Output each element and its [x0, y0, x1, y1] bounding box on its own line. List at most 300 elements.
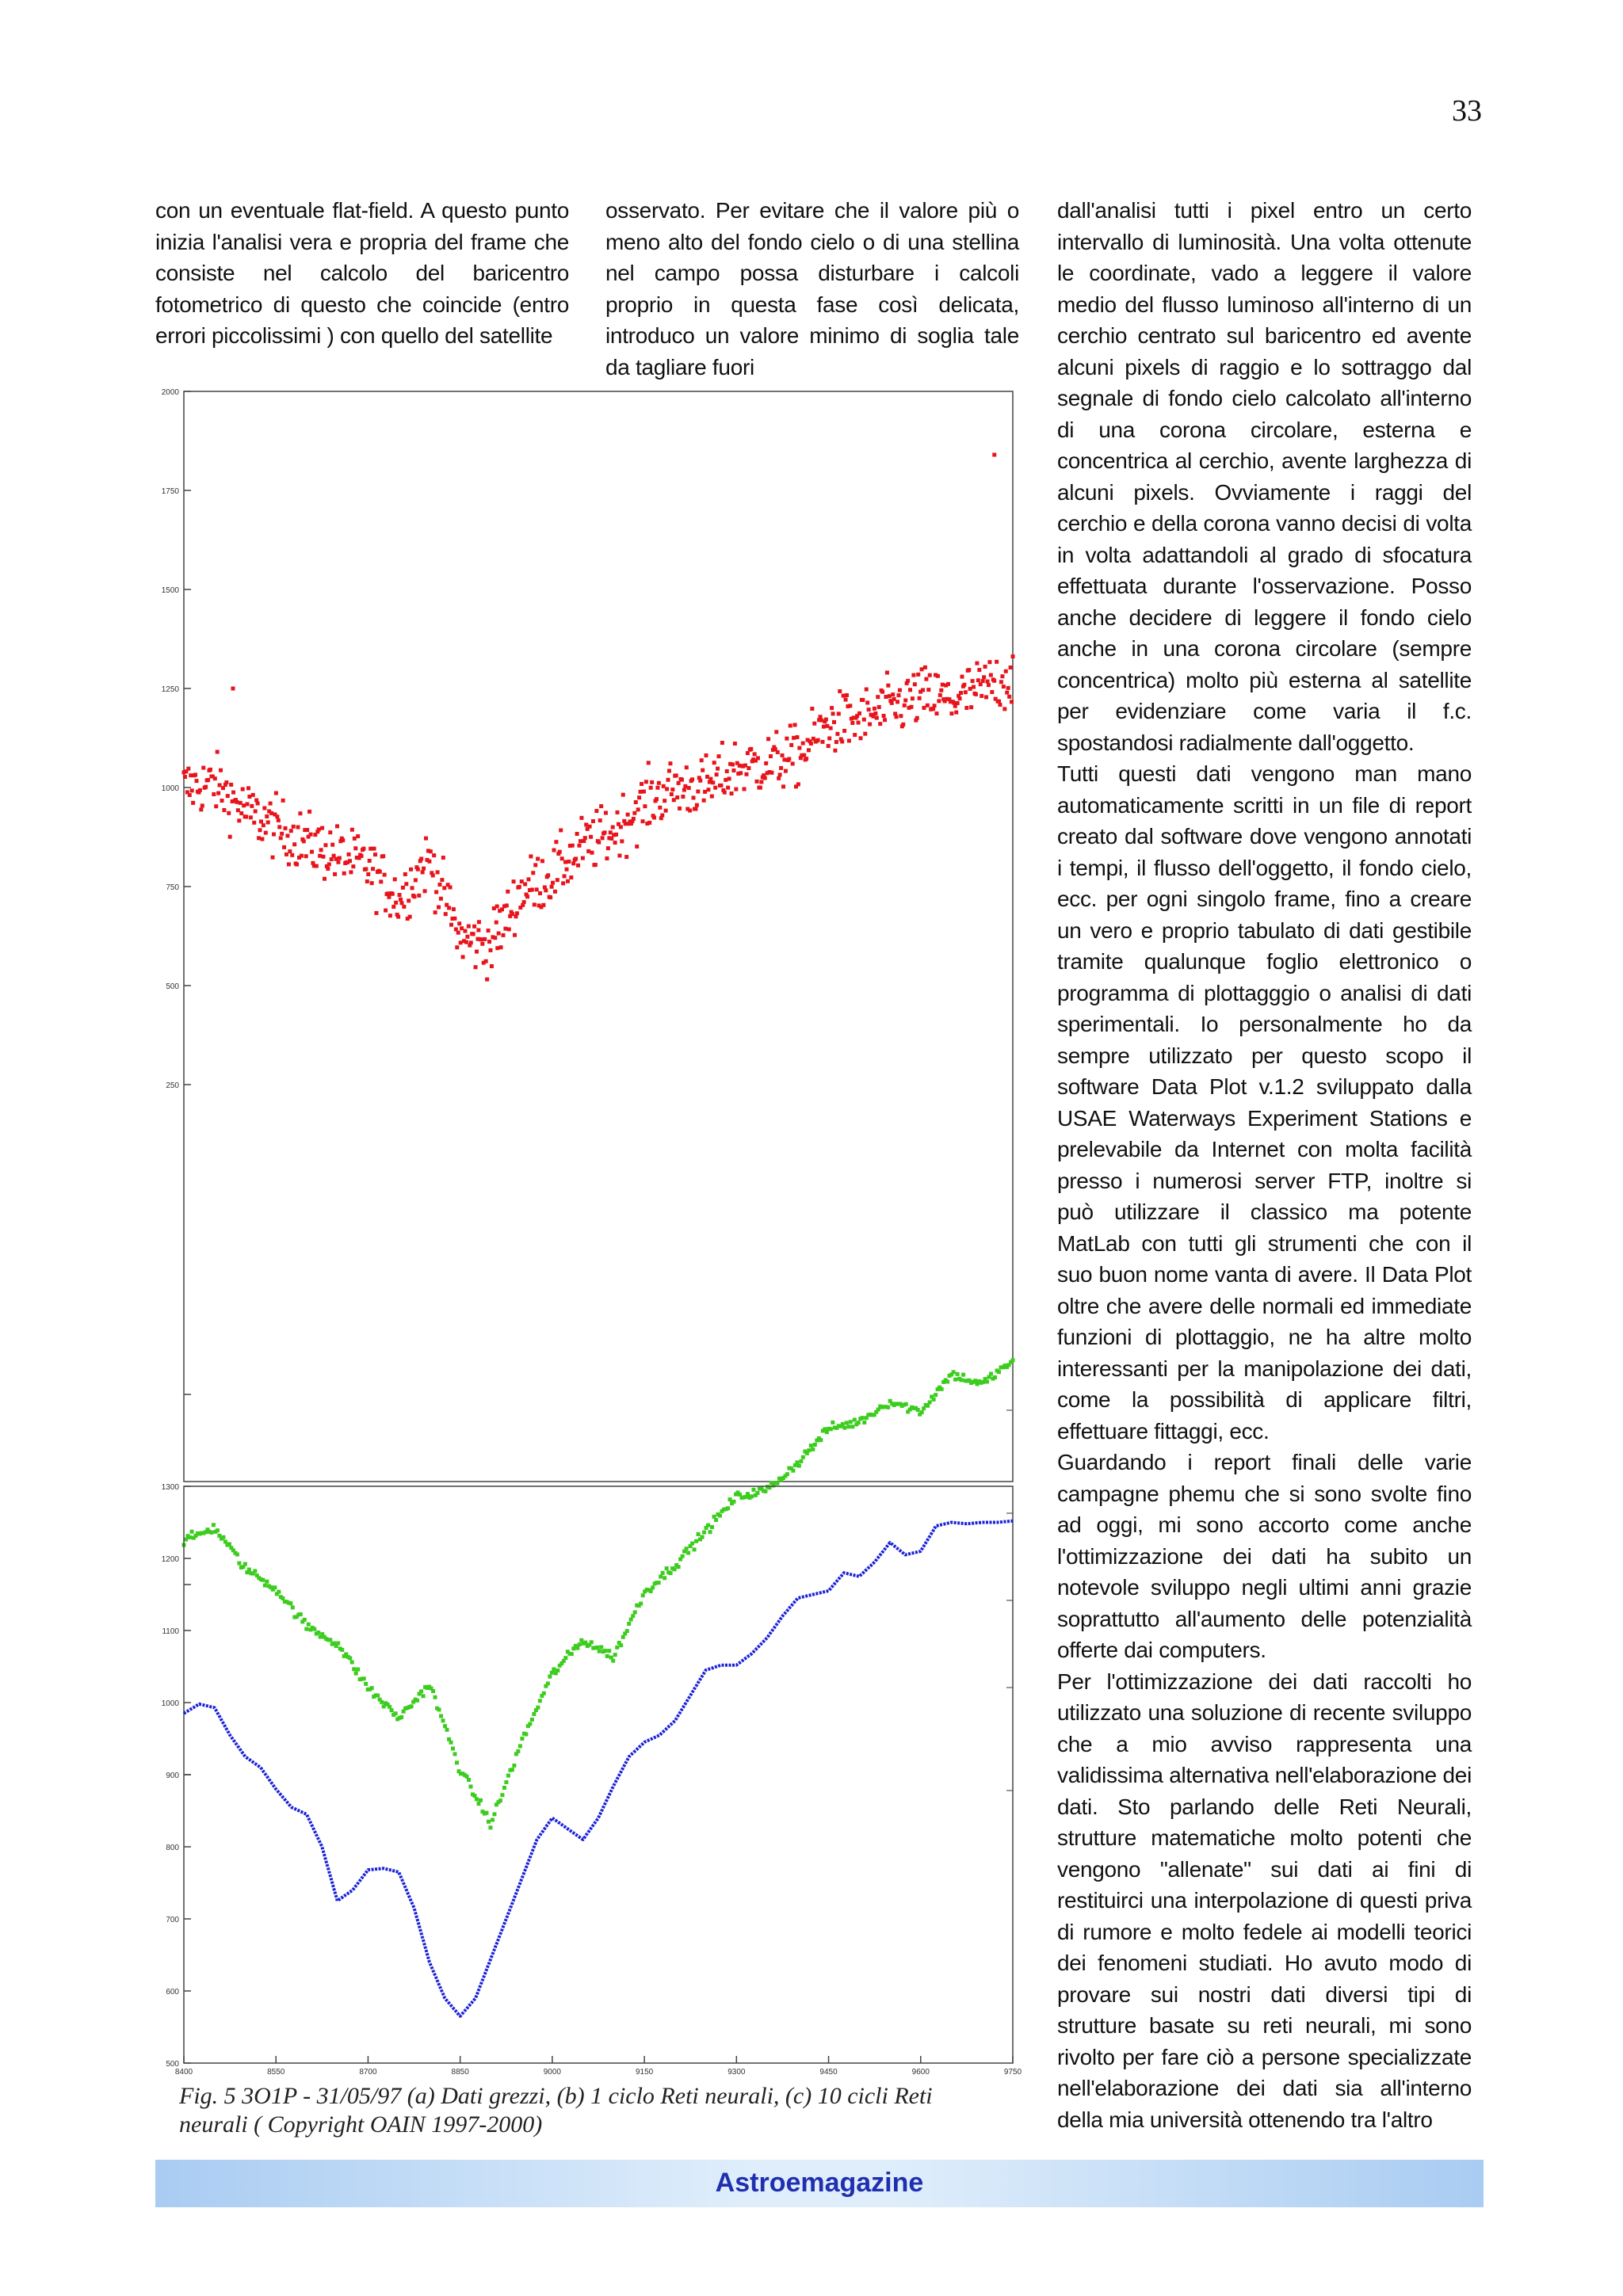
data-point	[239, 801, 242, 805]
data-point	[703, 790, 707, 794]
data-point	[911, 673, 915, 677]
data-point	[437, 1707, 441, 1711]
data-point	[206, 778, 210, 782]
data-point	[756, 756, 760, 760]
data-point	[840, 739, 844, 743]
data-point	[968, 687, 972, 691]
data-point	[616, 810, 620, 814]
data-point	[726, 1506, 730, 1510]
data-point	[432, 853, 436, 857]
data-point	[370, 1686, 374, 1690]
data-point	[964, 690, 968, 694]
data-point	[993, 1375, 997, 1379]
data-point	[920, 1410, 924, 1414]
data-point	[262, 823, 265, 827]
data-point	[188, 793, 192, 797]
data-point	[372, 847, 376, 851]
data-point	[289, 829, 293, 833]
data-point	[1002, 685, 1006, 688]
data-point	[904, 1402, 908, 1406]
data-point	[971, 679, 975, 683]
data-point	[292, 825, 296, 829]
data-point	[190, 788, 194, 792]
data-point	[697, 1532, 701, 1536]
data-point	[373, 852, 377, 856]
data-point	[340, 1648, 344, 1652]
data-point	[586, 849, 590, 853]
data-point	[972, 685, 976, 689]
data-point	[865, 700, 869, 704]
panel-c-y-tick-label: 600	[166, 1988, 179, 1997]
data-point	[609, 830, 613, 834]
data-point	[784, 769, 788, 773]
data-point	[667, 769, 671, 773]
data-point	[921, 688, 925, 692]
data-point	[995, 660, 999, 664]
data-point	[456, 931, 460, 935]
data-point	[467, 925, 471, 929]
data-point	[785, 737, 789, 741]
data-point	[605, 856, 609, 860]
data-point	[271, 856, 275, 860]
data-point	[304, 854, 308, 858]
data-point	[502, 1786, 506, 1790]
data-point	[607, 1649, 611, 1653]
data-point	[246, 802, 250, 806]
data-point	[506, 890, 510, 894]
data-point	[657, 781, 661, 785]
data-point	[903, 704, 907, 707]
data-point	[310, 850, 314, 854]
data-point	[949, 711, 953, 715]
data-point	[791, 1469, 795, 1473]
data-point	[861, 698, 865, 702]
data-point	[619, 825, 623, 829]
data-point	[976, 678, 980, 682]
data-point	[774, 730, 778, 734]
data-point	[776, 750, 780, 754]
data-point	[318, 854, 322, 858]
data-point	[525, 894, 529, 898]
data-point	[632, 811, 636, 815]
data-point	[705, 775, 709, 779]
data-point	[476, 1802, 480, 1806]
data-point	[701, 769, 705, 772]
data-point	[561, 881, 565, 885]
data-point	[655, 786, 659, 790]
data-point	[692, 795, 696, 799]
data-point	[936, 674, 940, 678]
panel-b-nn-1-cycle	[182, 1358, 1015, 1829]
data-point	[591, 819, 595, 823]
data-point	[415, 1699, 419, 1703]
data-point	[720, 741, 724, 745]
data-point	[381, 854, 385, 858]
data-point	[999, 680, 1003, 684]
data-point	[498, 1798, 502, 1802]
data-point	[453, 1752, 457, 1756]
data-point	[341, 838, 345, 842]
data-point	[455, 945, 459, 949]
data-point	[491, 1818, 495, 1822]
data-point	[634, 800, 638, 804]
data-point	[603, 830, 607, 834]
data-point	[911, 696, 915, 700]
data-point	[627, 1622, 631, 1626]
data-point	[670, 792, 674, 796]
data-point	[277, 818, 281, 822]
data-point	[513, 933, 517, 937]
data-point	[451, 1747, 455, 1751]
data-point	[631, 1614, 635, 1618]
data-point	[422, 1694, 426, 1698]
panel-c-x-tick-label: 8400	[174, 2068, 193, 2076]
data-point	[665, 1566, 669, 1570]
data-point	[235, 1552, 239, 1556]
data-point	[868, 723, 872, 727]
data-point	[906, 679, 910, 683]
data-point	[834, 740, 838, 744]
data-point	[898, 688, 902, 692]
data-point	[903, 698, 907, 702]
data-point	[464, 940, 468, 944]
data-point	[518, 1744, 522, 1748]
data-point	[853, 733, 857, 737]
data-point	[440, 878, 444, 882]
data-point	[429, 849, 433, 853]
data-point	[433, 910, 437, 914]
data-point	[512, 879, 516, 883]
data-point	[221, 1535, 225, 1539]
data-point	[969, 705, 973, 709]
data-point	[247, 1568, 251, 1572]
data-point	[214, 804, 218, 808]
data-point	[838, 689, 842, 693]
data-point	[419, 1689, 423, 1693]
data-point	[408, 915, 412, 919]
data-point	[885, 670, 889, 674]
data-point	[598, 1650, 601, 1653]
data-point	[766, 737, 770, 741]
data-point	[693, 1547, 697, 1551]
data-point	[981, 679, 985, 683]
data-point	[662, 784, 666, 788]
data-point	[672, 798, 676, 802]
data-point	[789, 743, 793, 747]
data-point	[492, 1812, 496, 1816]
data-point	[632, 817, 636, 821]
data-point	[379, 879, 383, 883]
data-point	[216, 750, 220, 754]
data-point	[746, 1492, 750, 1496]
data-point	[504, 1780, 508, 1784]
data-point	[595, 1646, 599, 1650]
data-point	[639, 790, 643, 794]
data-point	[212, 792, 216, 796]
data-point	[661, 1571, 665, 1575]
data-point	[603, 1649, 607, 1653]
data-point	[909, 705, 913, 709]
data-point	[733, 742, 737, 746]
data-point	[620, 839, 624, 843]
data-point	[835, 732, 839, 736]
data-point	[280, 832, 284, 836]
data-point	[708, 1530, 712, 1534]
data-point	[934, 711, 938, 715]
panel-a-raw-data	[162, 388, 1015, 1482]
data-point	[368, 859, 372, 863]
data-point	[985, 1379, 989, 1383]
data-point	[497, 932, 501, 936]
data-point	[719, 784, 723, 788]
data-point	[263, 1584, 267, 1588]
data-point	[536, 857, 540, 861]
data-point	[841, 1422, 845, 1426]
data-point	[189, 773, 193, 777]
data-point	[690, 1542, 694, 1546]
data-point	[811, 1447, 815, 1451]
data-point	[758, 786, 762, 790]
data-point	[231, 687, 235, 691]
panel-c-y-tick-label: 700	[166, 1916, 179, 1924]
data-point	[601, 836, 605, 840]
data-point	[901, 723, 905, 727]
data-point	[444, 912, 448, 916]
data-point	[1000, 674, 1004, 678]
data-point	[247, 795, 251, 799]
data-point	[977, 668, 981, 672]
data-point	[422, 867, 426, 871]
data-point	[386, 891, 390, 895]
data-point	[530, 1718, 534, 1722]
data-point	[431, 873, 435, 877]
data-point	[611, 826, 615, 830]
panel-c-frame	[184, 1486, 1013, 2063]
data-point	[551, 881, 555, 885]
data-point	[298, 811, 302, 815]
data-point	[390, 1708, 394, 1712]
data-point	[594, 863, 598, 867]
data-point	[443, 1724, 447, 1728]
data-point	[488, 948, 492, 952]
data-point	[204, 785, 208, 789]
panel-a-frame	[184, 391, 1013, 1482]
data-point	[665, 787, 669, 791]
data-point	[799, 1459, 803, 1463]
data-point	[323, 843, 327, 847]
data-point	[710, 1525, 714, 1529]
data-point	[333, 872, 337, 876]
data-point	[350, 828, 354, 832]
data-point	[731, 762, 735, 766]
data-point	[309, 833, 313, 837]
data-point	[424, 837, 428, 841]
data-point	[483, 937, 487, 941]
data-point	[998, 703, 1002, 707]
data-point	[538, 891, 542, 895]
data-point	[797, 1464, 801, 1468]
data-point	[349, 870, 353, 874]
data-point	[641, 819, 645, 823]
data-point	[713, 786, 717, 790]
data-point	[984, 695, 988, 699]
data-point	[328, 830, 332, 834]
data-point	[718, 1514, 722, 1518]
data-point	[322, 855, 326, 859]
data-point	[315, 864, 319, 868]
data-point	[723, 791, 727, 795]
data-point	[548, 895, 552, 899]
data-point	[517, 885, 521, 889]
data-point	[928, 673, 932, 677]
data-point	[404, 882, 408, 886]
data-point	[717, 754, 721, 758]
data-point	[229, 783, 233, 787]
data-point	[277, 825, 281, 829]
data-point	[673, 1567, 677, 1571]
data-point	[809, 1444, 813, 1447]
data-point	[571, 861, 575, 865]
data-point	[252, 821, 256, 825]
data-point	[506, 1774, 510, 1778]
data-point	[674, 773, 678, 777]
data-point	[235, 800, 239, 804]
data-point	[716, 767, 720, 771]
data-point	[789, 723, 792, 727]
data-point	[284, 826, 288, 830]
data-point	[336, 860, 340, 864]
data-point	[614, 833, 618, 837]
data-point	[727, 776, 731, 780]
panel-c-x-tick-label: 9450	[819, 2068, 838, 2076]
data-point	[370, 881, 374, 885]
data-point	[505, 903, 509, 907]
data-point	[932, 1398, 936, 1402]
data-point	[317, 827, 321, 831]
data-point	[865, 688, 869, 692]
data-point	[520, 1737, 524, 1741]
data-point	[550, 885, 554, 889]
data-point	[696, 790, 700, 794]
data-point	[219, 769, 223, 772]
data-point	[690, 777, 694, 781]
data-point	[680, 778, 684, 782]
data-point	[241, 788, 245, 791]
data-point	[220, 799, 224, 803]
data-point	[589, 835, 593, 839]
data-point	[924, 677, 928, 681]
data-point	[362, 1676, 366, 1680]
data-point	[685, 1547, 689, 1550]
data-point	[414, 878, 418, 882]
data-point	[705, 753, 708, 757]
data-point	[664, 809, 668, 813]
data-point	[244, 815, 248, 819]
panel-c-y-tick-label: 500	[166, 2060, 179, 2069]
data-point	[952, 1370, 956, 1374]
data-point	[488, 1825, 492, 1829]
data-point	[485, 978, 489, 982]
data-point	[253, 1569, 257, 1573]
data-point	[552, 849, 556, 852]
data-point	[480, 942, 484, 946]
data-point	[460, 926, 464, 930]
data-point	[877, 705, 881, 709]
data-point	[520, 879, 524, 883]
data-point	[257, 836, 261, 840]
data-point	[728, 1497, 732, 1501]
data-point	[873, 707, 876, 711]
data-point	[531, 871, 535, 875]
data-point	[199, 807, 203, 811]
data-point	[394, 1711, 398, 1715]
data-point	[552, 1667, 556, 1671]
data-point	[542, 1691, 546, 1695]
data-point	[411, 886, 414, 890]
data-point	[479, 937, 483, 941]
data-point	[237, 818, 241, 822]
data-point	[571, 844, 575, 848]
data-point	[472, 1794, 476, 1798]
data-point	[533, 902, 537, 906]
data-point	[295, 863, 299, 867]
data-point	[507, 927, 511, 931]
data-point	[694, 1539, 698, 1543]
data-point	[639, 1602, 643, 1606]
data-point	[753, 752, 757, 756]
panel-c-y-tick-label: 1000	[161, 1699, 179, 1708]
data-point	[708, 777, 712, 781]
data-point	[407, 898, 411, 902]
data-point	[348, 1656, 352, 1660]
data-point	[351, 864, 355, 868]
data-point	[578, 1642, 582, 1646]
data-point	[857, 1421, 861, 1425]
panel-c-y-tick-label: 1100	[162, 1627, 179, 1636]
data-point	[712, 761, 716, 765]
data-point	[495, 946, 499, 950]
data-point	[479, 1798, 483, 1802]
data-point	[501, 933, 505, 937]
data-point	[819, 719, 823, 723]
data-point	[997, 1370, 1001, 1374]
panel-c-y-tick-label: 1200	[161, 1555, 179, 1564]
data-point	[647, 761, 651, 765]
data-point	[908, 688, 912, 692]
figure-caption: Fig. 5 3O1P - 31/05/97 (a) Dati grezzi, (b) 1 ciclo Reti neurali, (c) 10 cicli Reti neurali ( Copyright OAIN 1997-2000)	[179, 2083, 933, 2138]
data-point	[633, 1611, 637, 1615]
data-point	[891, 692, 895, 696]
data-point	[617, 853, 621, 857]
data-point	[613, 841, 617, 845]
data-point	[279, 836, 283, 840]
data-point	[669, 1571, 673, 1575]
data-point	[541, 903, 545, 907]
data-point	[880, 690, 884, 694]
text-column-2	[605, 195, 1019, 383]
data-point	[822, 725, 826, 729]
data-point	[644, 780, 648, 784]
data-point	[1011, 654, 1015, 658]
data-point	[670, 788, 674, 791]
data-point	[200, 803, 204, 807]
data-point	[743, 764, 747, 768]
data-point	[191, 801, 195, 805]
data-point	[650, 780, 654, 784]
data-point	[793, 723, 797, 727]
text-column-3	[1057, 195, 1472, 2135]
data-point	[416, 868, 420, 871]
